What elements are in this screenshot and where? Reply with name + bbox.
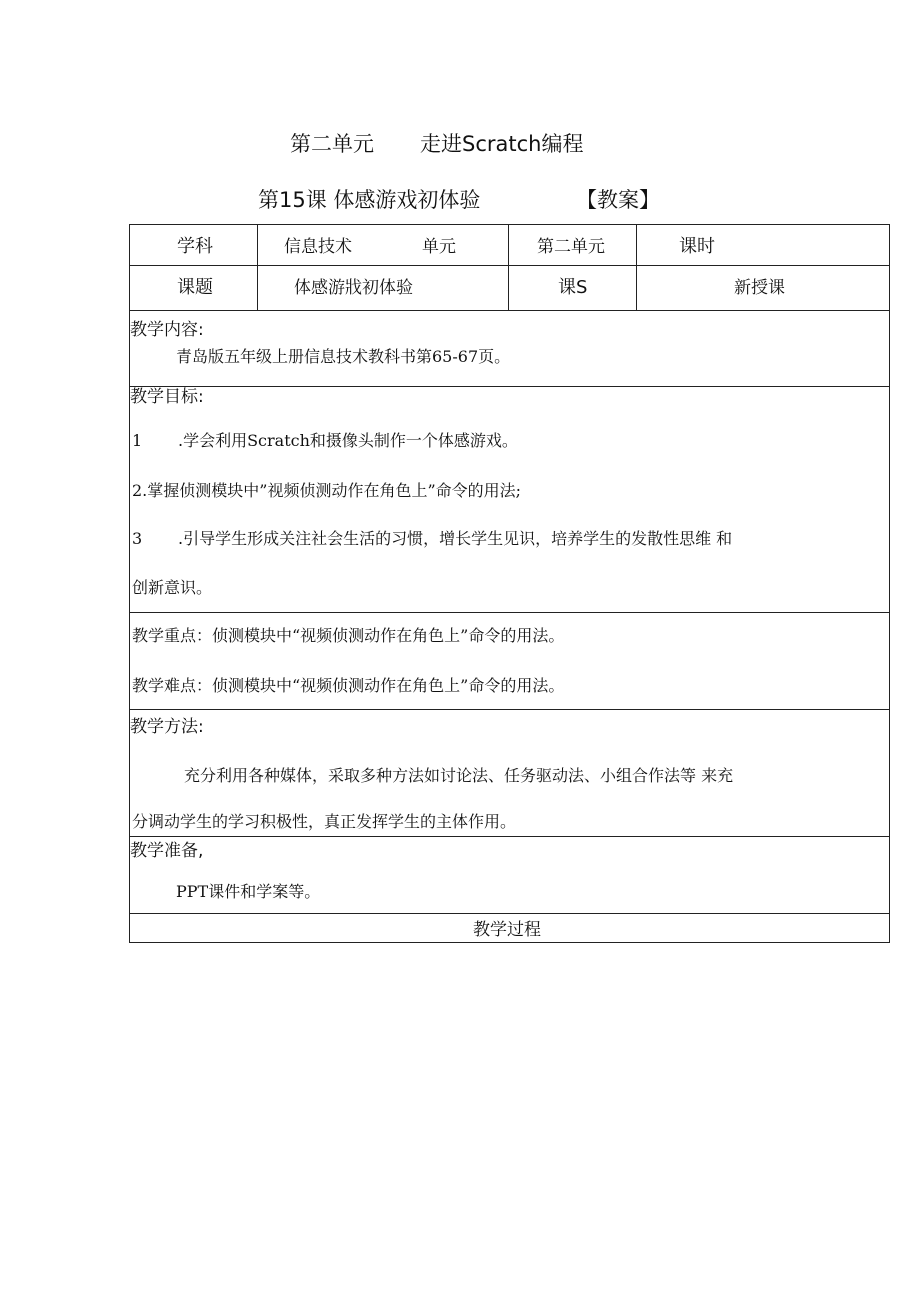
lesson-plan-table — [129, 224, 890, 943]
method-line-2: 分调动学生的学习积极性，真正发挥学生的主体作用。 — [132, 812, 517, 831]
goal-3-number: 3 — [132, 529, 143, 548]
period-label: 课时 — [679, 236, 715, 257]
unit-title — [290, 128, 583, 158]
goal-1-number: 1 — [132, 431, 143, 450]
key-point: 教学重点：侦测模块中“视频侦测动作在角色上”命令的用法。 — [132, 626, 565, 645]
goal-1-text: .学会利用Scratch和摄像头制作一个体感游戏。 — [178, 431, 518, 450]
type-label: 课S — [558, 277, 588, 298]
process-heading: 教学过程 — [473, 920, 541, 940]
prep-heading: 教学准备, — [130, 841, 204, 861]
goal-item-3 — [132, 529, 732, 549]
row-divider — [130, 386, 889, 387]
goals-heading: 教学目标: — [130, 387, 204, 407]
lesson-tag: 【教案】 — [576, 188, 660, 212]
unit-label-cell: 单元 — [422, 237, 456, 257]
subject-label: 学科 — [177, 236, 213, 257]
method-line-1: 充分利用各种媒体，采取多种方法如讨论法、任务驱动法、小组合作法等 来充 — [184, 766, 734, 785]
row-divider — [130, 836, 889, 837]
topic-value: 体感游戕初体验 — [294, 278, 413, 298]
row-divider — [130, 265, 889, 266]
goal-3-text: .引导学生形成关注社会生活的习惯，增长学生见识，培养学生的发散性思维 和 — [178, 529, 733, 548]
row-divider — [130, 310, 889, 311]
subject-value: 信息技术 — [284, 237, 352, 257]
goal-item-2: 2.掌握侦测模块中”视频侦测动作在角色上”命令的用法; — [132, 481, 522, 500]
row-divider — [130, 709, 889, 710]
row-divider — [130, 913, 889, 914]
topic-label: 课题 — [177, 277, 213, 298]
method-heading: 教学方法: — [130, 717, 204, 737]
col-divider — [508, 225, 509, 310]
unit-topic: 走进Scratch编程 — [420, 132, 584, 156]
content-heading: 教学内容: — [130, 320, 204, 340]
lesson-title — [258, 184, 660, 214]
difficult-point: 教学难点：侦测模块中“视频侦测动作在角色上”命令的用法。 — [132, 676, 565, 695]
row-divider — [130, 612, 889, 613]
lesson-name: 第15课 体感游戏初体验 — [258, 188, 481, 212]
goal-item-1 — [132, 431, 518, 451]
goal-item-3-continued: 创新意识。 — [132, 578, 213, 597]
unit-label: 第二单元 — [290, 132, 374, 156]
unit-value-cell: 第二单元 — [537, 237, 605, 257]
type-value: 新授课 — [734, 278, 785, 298]
content-text: 青岛版五年级上册信息技术教科书第65-67页。 — [176, 347, 511, 366]
col-divider — [257, 225, 258, 310]
col-divider — [636, 225, 637, 310]
prep-text: PPT课件和学案等。 — [176, 882, 321, 901]
